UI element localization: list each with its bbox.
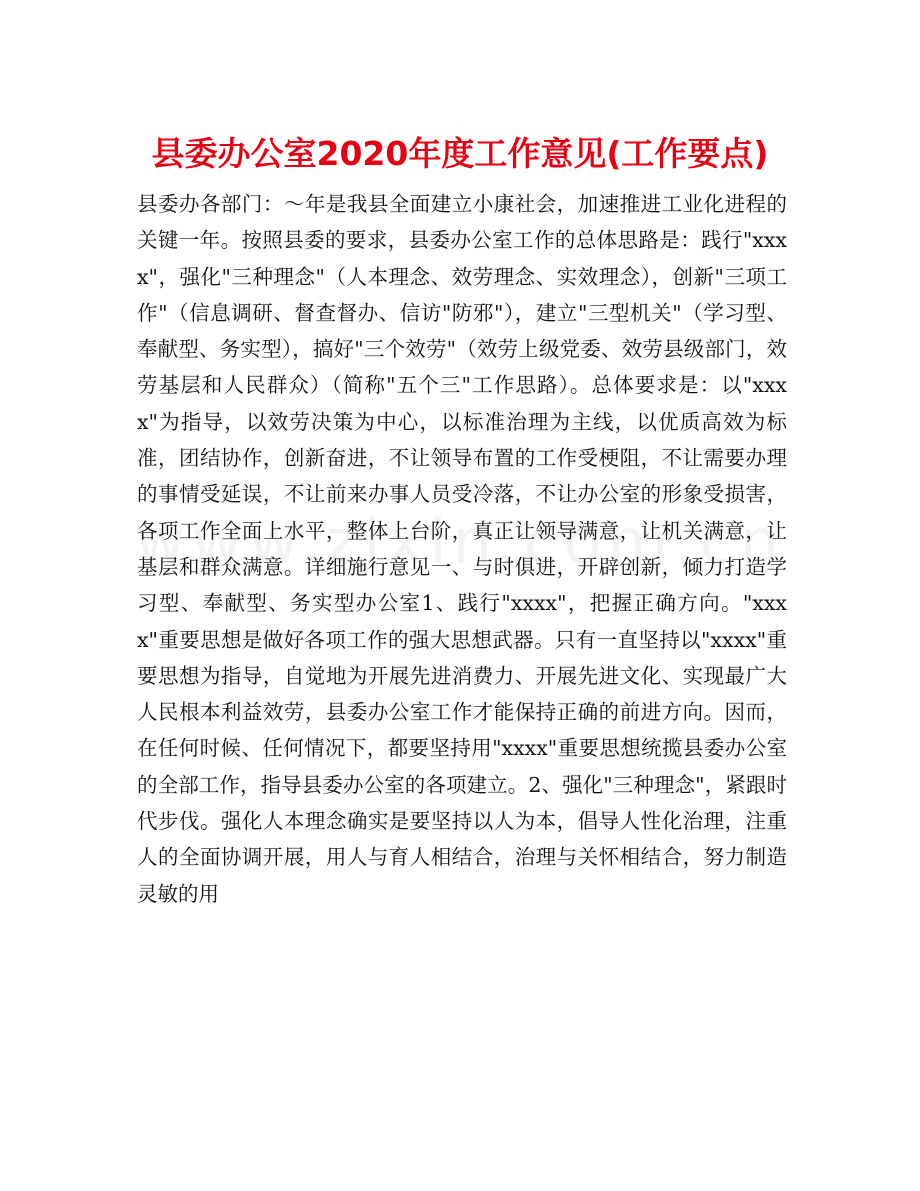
document-title: 县委办公室2020年度工作意见(工作要点) xyxy=(151,134,769,173)
document-body-paragraph: 县委办各部门：～年是我县全面建立小康社会，加速推进工业化进程的关键一年。按照县委的要求，县委办公室工作的总体思路是：践行"xxxx"，强化"三种理念"（人本理念、效劳理念、实效理念），创新"三项工作"（信息调研、督查督办、信访"防邪"），建立"三型机关"（学习型、奉献型、务实型），搞好"三个效劳"（效劳上级党委、效劳县级部门，效劳基层和人民群众）（简称"五个三"工作思路）。总体要求是：以"xxxx"为指导，以效劳决策为中心，以标准治理为主线，以优质高效为标准，团结协作，创新奋进，不让领导布置的工作受梗阻，不让需要办理的事情受延误，不让前来办事人员受冷落，不让办公室的形象受损害，各项工作全面上水平，整体上台阶，真正让领导满意，让机关满意，让基层和群众满意。详细施行意见一、与时俱进，开辟创新，倾力打造学习型、奉献型、务实型办公室1、践行"xxxx"，把握正确方向。"xxxx"重要思想是做好各项工作的强大思想武器。只有一直坚持以"xxxx"重要思想为指导，自觉地为开展先进消费力、开展先进文化、实现最广大人民根本利益效劳，县委办公室工作才能保持正确的前进方向。因而，在任何时候、任何情况下，都要坚持用"xxxx"重要思想统揽县委办公室的全部工作，指导县委办公室的各项建立。2、强化"三种理念"，紧跟时代步伐。强化人本理念确实是要坚持以人为本，倡导人性化治理，注重人的全面协调开展，用人与育人相结合，治理与关怀相结合，努力制造灵敏的用 xyxy=(137,192,787,906)
